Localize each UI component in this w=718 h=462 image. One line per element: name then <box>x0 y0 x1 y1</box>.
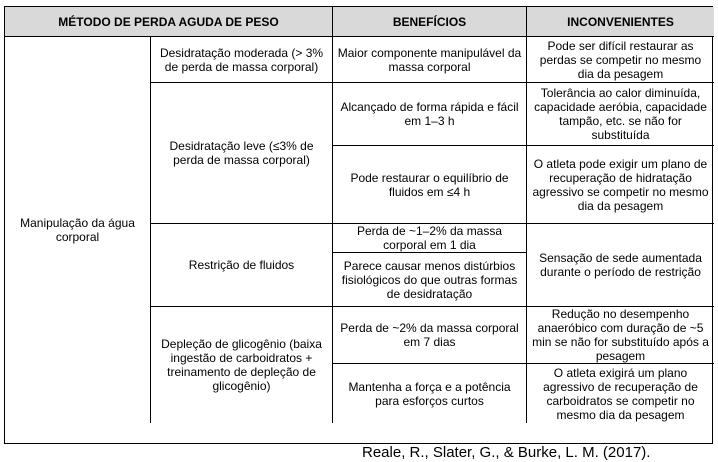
benefit-restriction-2: Parece causar menos distúrbios fisiológicos do que outras formas de desidratação <box>333 253 527 307</box>
submethod-light-dehydration: Desidratação leve (≤3% de perda de massa corporal) <box>151 83 333 224</box>
submethod-moderate-dehydration: Desidratação moderada (> 3% de perda de massa corporal) <box>151 37 333 83</box>
main-method-cell: Manipulação da água corporal <box>5 37 151 423</box>
drawback-glycogen-2: O atleta exigirá um plano agressivo de recuperação de carboidratos se competir no mesmo dia da pesagem <box>543 365 698 422</box>
weight-loss-table <box>4 6 713 444</box>
drawback-restriction: Sensação de sede aumentada durante o período de restrição <box>527 224 714 307</box>
drawback-light-1: Tolerância ao calor diminuída, capacidade aeróbia, capacidade tampão, etc. se não for substituída <box>527 83 714 146</box>
benefit-glycogen-2: Mantenha a força e a potência para esforços curtos <box>333 364 527 423</box>
submethod-fluid-restriction: Restrição de fluidos <box>151 224 333 307</box>
drawback-glycogen-1: Redução no desempenho anaeróbico com duração de ~5 min se não for substituído após a pesagem <box>527 307 714 364</box>
drawback-light-2: O atleta pode exigir um plano de recuperação de hidratação agressivo se competir no mesmo dia da pesagem <box>527 146 714 224</box>
benefit-light-2: Pode restaurar o equilíbrio de fluidos em ≤4 h <box>333 146 527 224</box>
header-drawbacks: INCONVENIENTES <box>527 7 714 37</box>
drawback-moderate: Pode ser difícil restaurar as perdas se competir no mesmo dia da pesagem <box>527 37 714 83</box>
benefit-moderate: Maior componente manipulável da massa corporal <box>333 37 527 83</box>
benefit-light-1: Alcançado de forma rápida e fácil em 1–3 h <box>333 83 527 146</box>
citation: Reale, R., Slater, G., & Burke, L. M. (2017). <box>362 444 651 461</box>
submethod-glycogen-depletion: Depleção de glicogênio (baixa ingestão de carboidratos + treinamento de depleção de glicogênio) <box>151 307 333 423</box>
benefit-glycogen-1: Perda de ~2% da massa corporal em 7 dias <box>333 307 527 364</box>
header-benefits: BENEFÍCIOS <box>333 7 527 37</box>
benefit-restriction-1: Perda de ~1–2% da massa corporal em 1 dia <box>333 224 527 253</box>
header-method: MÉTODO DE PERDA AGUDA DE PESO <box>5 7 333 37</box>
